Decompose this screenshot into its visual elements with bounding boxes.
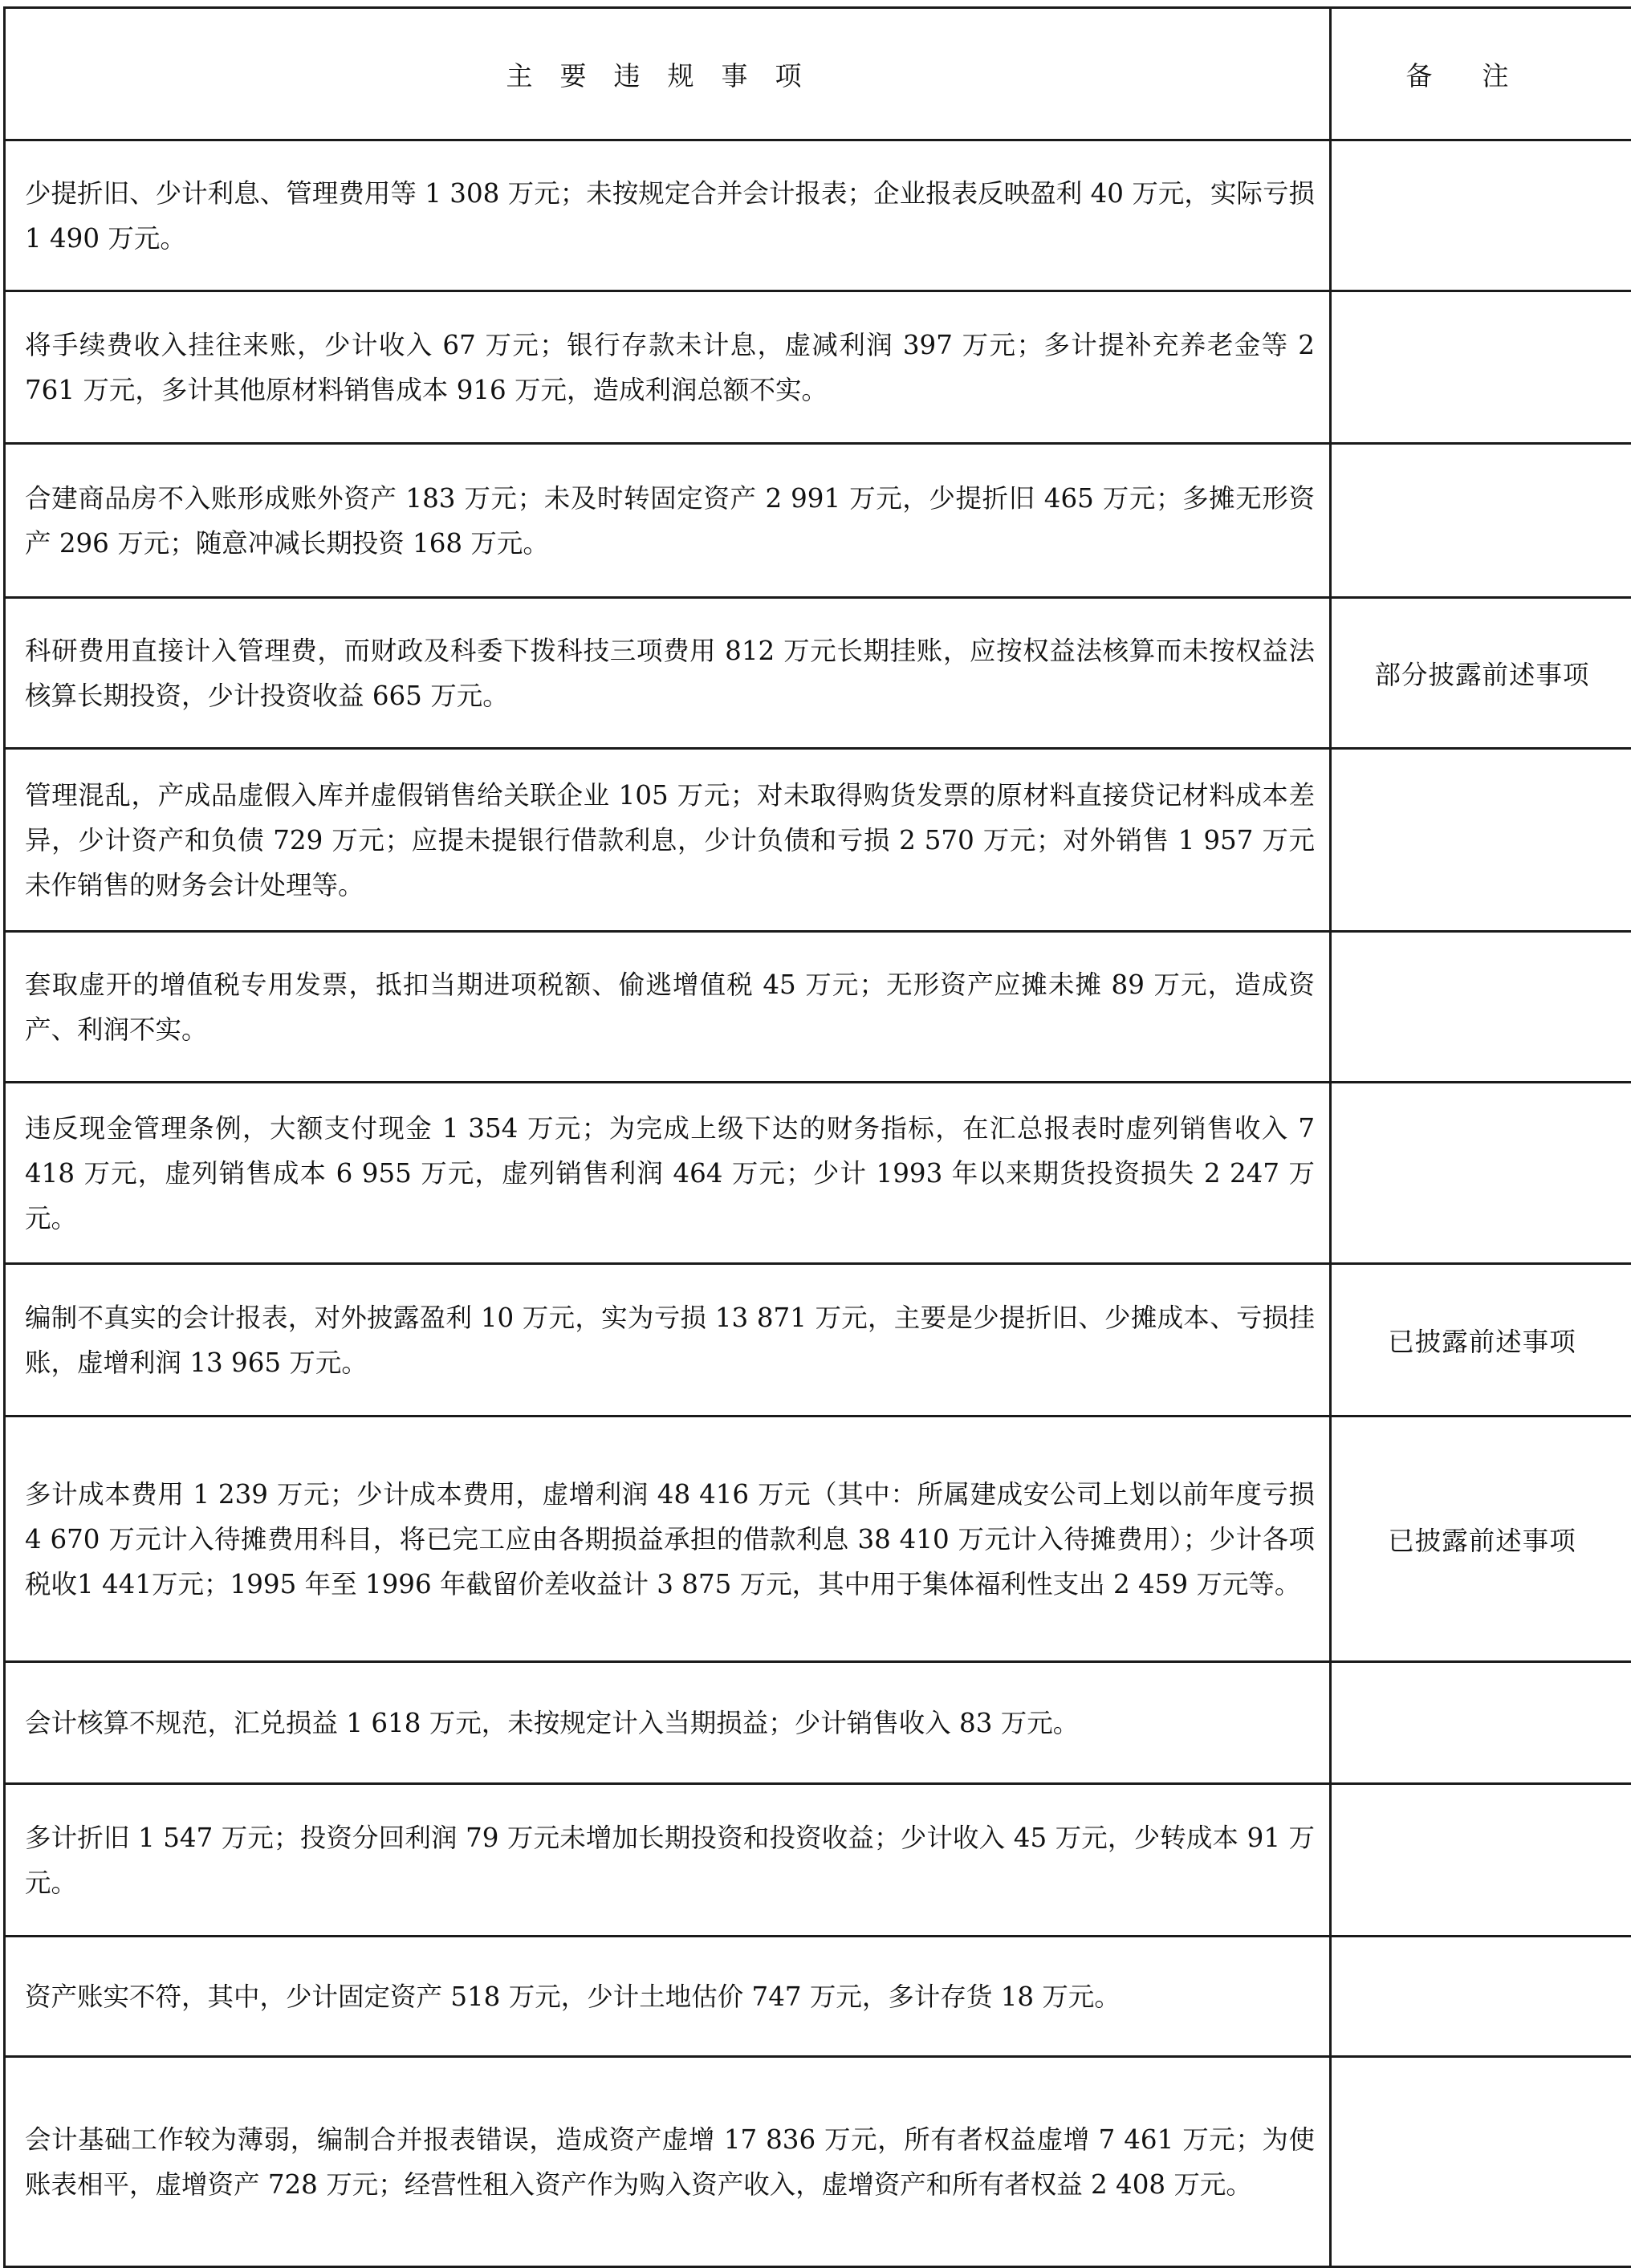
table-row [5,932,1631,1083]
remark-cell [1331,1784,1631,1937]
remark-cell [1331,1937,1631,2057]
remark-cell [1331,932,1631,1083]
remark-cell [1331,1083,1631,1264]
violation-text: 少提折旧、少计利息、管理费用等 1 308 万元；未按规定合并会计报表；企业报表反映盈利 40 万元，实际亏损 1 490 万元。 [5,140,1331,291]
violation-text: 科研费用直接计入管理费，而财政及科委下拨科技三项费用 812 万元长期挂账，应按权益法核算而未按权益法核算长期投资，少计投资收益 665 万元。 [5,598,1331,749]
table-row [5,1083,1631,1264]
violation-text: 管理混乱，产成品虚假入库并虚假销售给关联企业 105 万元；对未取得购货发票的原材料直接贷记材料成本差异，少计资产和负债 729 万元；应提未提银行借款利息，少计负债和亏损 2 570 万元；对外销售 1 957 万元未作销售的财务会计处理等。 [5,749,1331,932]
table-row [5,749,1631,932]
header-remarks: 备注 [1331,8,1631,140]
table-row [5,140,1631,291]
table-row [5,1264,1631,1416]
remark-cell: 已披露前述事项 [1331,1416,1631,1662]
violation-text: 将手续费收入挂往来账，少计收入 67 万元；银行存款未计息，虚减利润 397 万元；多计提补充养老金等 2 761 万元，多计其他原材料销售成本 916 万元，造成利润总额不实。 [5,291,1331,444]
header-main-violations: 主要违规事项 [5,8,1331,140]
remark-cell [1331,1662,1631,1784]
remark-cell [1331,140,1631,291]
table-row [5,1662,1631,1784]
violation-text: 资产账实不符，其中，少计固定资产 518 万元，少计土地估价 747 万元，多计存货 18 万元。 [5,1937,1331,2057]
violation-text: 套取虚开的增值税专用发票，抵扣当期进项税额、偷逃增值税 45 万元；无形资产应摊未摊 89 万元，造成资产、利润不实。 [5,932,1331,1083]
remark-cell [1331,444,1631,598]
remark-cell [1331,291,1631,444]
table-row [5,1416,1631,1662]
violations-table [3,6,1631,2268]
violation-text: 会计核算不规范，汇兑损益 1 618 万元，未按规定计入当期损益；少计销售收入 83 万元。 [5,1662,1331,1784]
violation-text: 多计折旧 1 547 万元；投资分回利润 79 万元未增加长期投资和投资收益；少计收入 45 万元，少转成本 91 万元。 [5,1784,1331,1937]
table-row [5,291,1631,444]
violation-text: 合建商品房不入账形成账外资产 183 万元；未及时转固定资产 2 991 万元，少提折旧 465 万元；多摊无形资产 296 万元；随意冲减长期投资 168 万元。 [5,444,1331,598]
remark-cell: 已披露前述事项 [1331,1264,1631,1416]
remark-cell [1331,2057,1631,2267]
violation-text: 违反现金管理条例，大额支付现金 1 354 万元；为完成上级下达的财务指标，在汇总报表时虚列销售收入 7 418 万元，虚列销售成本 6 955 万元，虚列销售利润 464 万元；少计 1993 年以来期货投资损失 2 247 万元。 [5,1083,1331,1264]
header-row [5,8,1631,140]
table-row [5,598,1631,749]
table-row [5,444,1631,598]
remark-cell: 部分披露前述事项 [1331,598,1631,749]
violation-text: 编制不真实的会计报表，对外披露盈利 10 万元，实为亏损 13 871 万元，主要是少提折旧、少摊成本、亏损挂账，虚增利润 13 965 万元。 [5,1264,1331,1416]
table-row [5,1784,1631,1937]
table-row [5,1937,1631,2057]
table-row [5,2057,1631,2267]
violation-text: 多计成本费用 1 239 万元；少计成本费用，虚增利润 48 416 万元（其中：所属建成安公司上划以前年度亏损 4 670 万元计入待摊费用科目，将已完工应由各期损益承担的借款利息 38 410 万元计入待摊费用）；少计各项税收1 441万元；1995 年至 1996 年截留价差收益计 3 875 万元，其中用于集体福利性支出 2 459 万元等。 [5,1416,1331,1662]
violation-text: 会计基础工作较为薄弱，编制合并报表错误，造成资产虚增 17 836 万元，所有者权益虚增 7 461 万元；为使账表相平，虚增资产 728 万元；经营性租入资产作为购入资产收入，虚增资产和所有者权益 2 408 万元。 [5,2057,1331,2267]
remark-cell [1331,749,1631,932]
